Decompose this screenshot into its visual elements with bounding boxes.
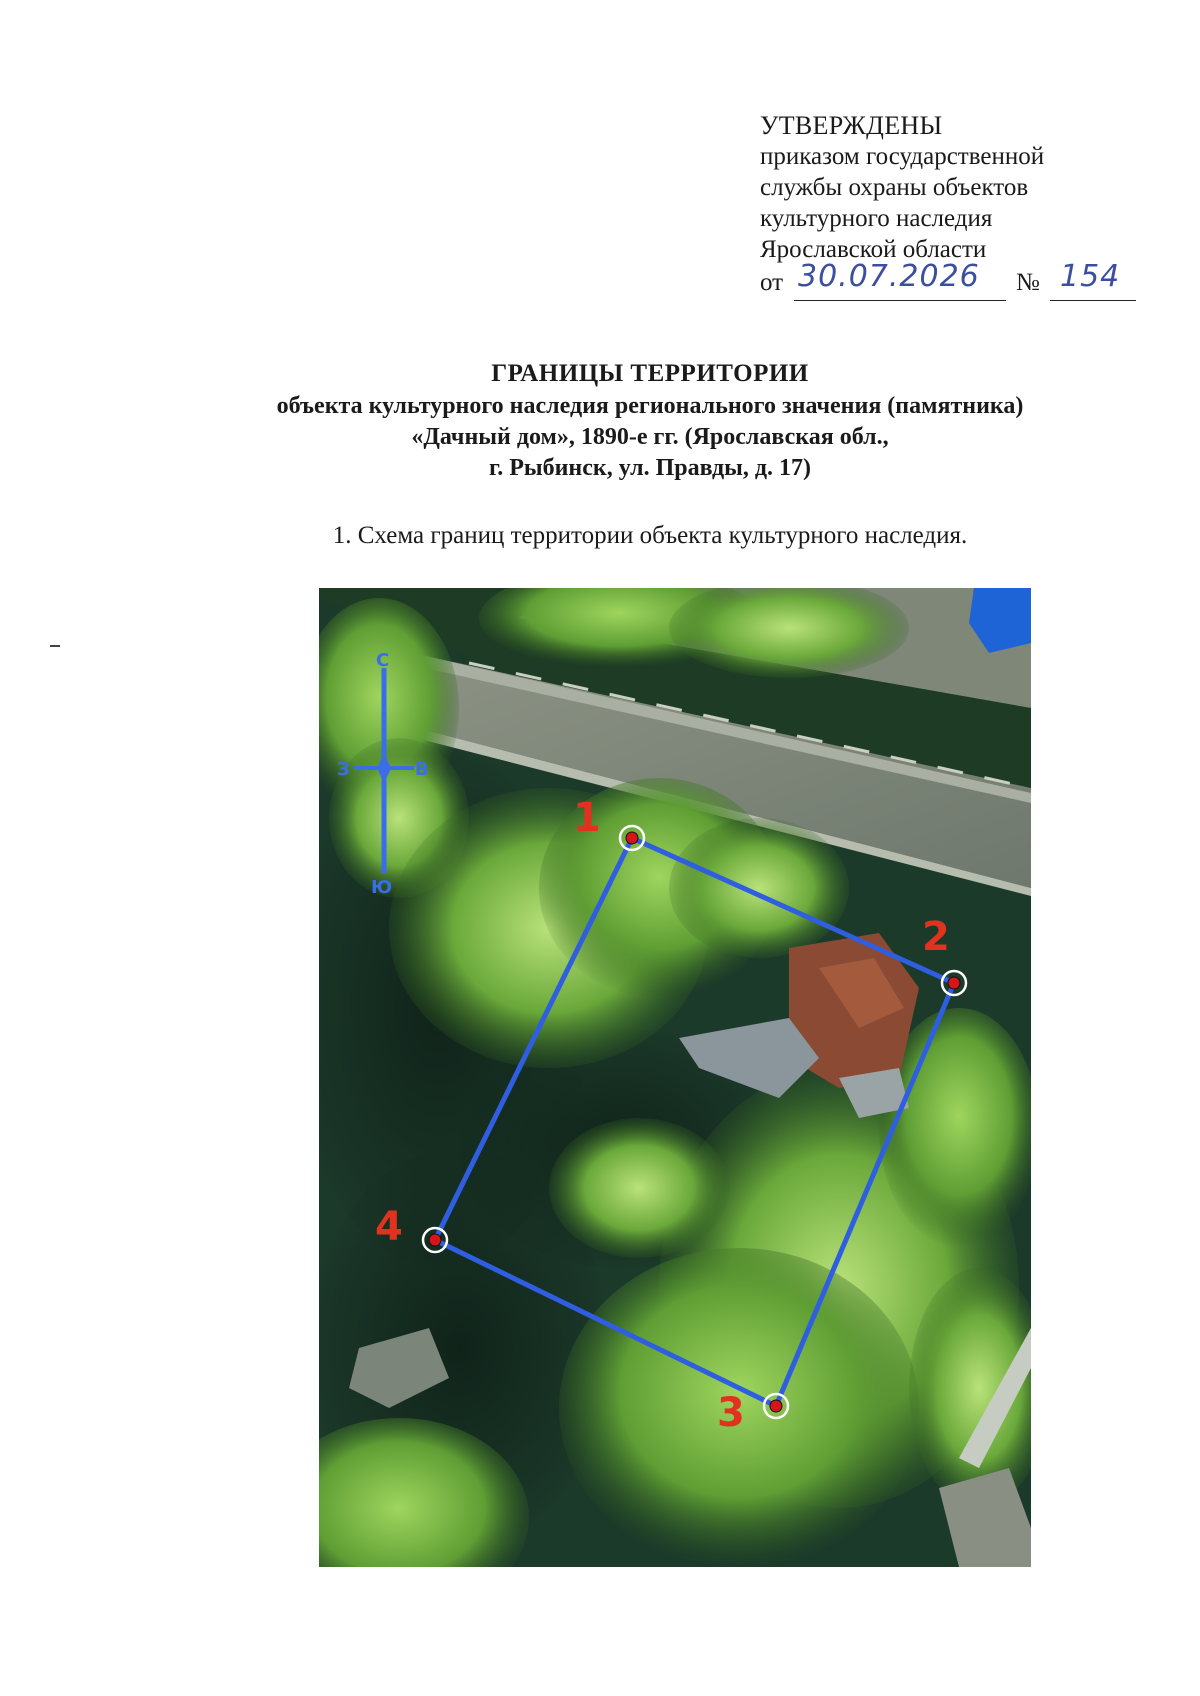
compass-south-label: Ю bbox=[371, 877, 393, 898]
aerial-map bbox=[319, 588, 1031, 1567]
compass-east-label: В bbox=[415, 759, 429, 780]
approval-line: приказом государственной bbox=[760, 143, 1045, 170]
scan-mark bbox=[50, 645, 60, 647]
tree bbox=[669, 818, 849, 958]
date-underline bbox=[794, 300, 1006, 301]
title-line: «Дачный дом», 1890-е гг. (Ярославская обл., bbox=[411, 424, 889, 450]
compass-west-label: З bbox=[337, 759, 350, 780]
point-label: 4 bbox=[375, 1204, 403, 1250]
tree bbox=[549, 1118, 729, 1258]
date-prefix: от bbox=[760, 269, 784, 296]
point-label: 1 bbox=[573, 795, 601, 841]
compass-north-label: С bbox=[376, 650, 390, 671]
approval-date-line bbox=[760, 259, 1160, 303]
approval-heading: УТВЕРЖДЕНЫ bbox=[760, 111, 943, 140]
handwritten-date: 30.07.2026 bbox=[798, 259, 980, 294]
approval-block bbox=[760, 110, 1160, 303]
approval-line: службы охраны объектов bbox=[760, 174, 1029, 201]
approval-line: культурного наследия bbox=[760, 205, 993, 232]
map-svg bbox=[319, 588, 1031, 1567]
number-prefix: № bbox=[1016, 269, 1040, 296]
handwritten-number: 154 bbox=[1060, 259, 1121, 294]
title-line: объекта культурного наследия регионального значения (памятника) bbox=[276, 393, 1024, 419]
document-title bbox=[150, 358, 1150, 484]
approval-line: Ярославской области bbox=[760, 236, 987, 263]
point-label: 2 bbox=[922, 914, 950, 960]
title-line: г. Рыбинск, ул. Правды, д. 17) bbox=[489, 455, 811, 481]
scheme-caption: 1. Схема границ территории объекта культурного наследия. bbox=[332, 522, 968, 549]
title-main: ГРАНИЦЫ ТЕРРИТОРИИ bbox=[491, 360, 809, 387]
number-underline bbox=[1050, 300, 1136, 301]
point-label: 3 bbox=[717, 1390, 745, 1436]
